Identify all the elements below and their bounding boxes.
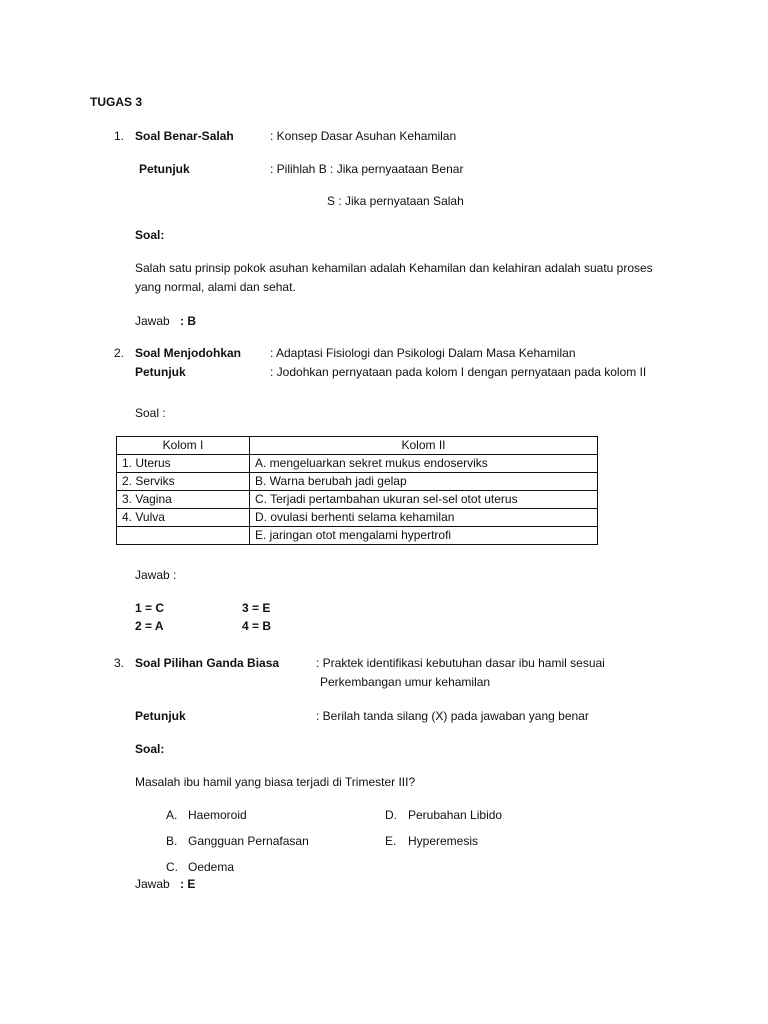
section-2-jawab-label: Jawab :	[135, 568, 177, 582]
section-2-number: 2.	[114, 346, 125, 360]
table-cell-kolom-2: B. Warna berubah jadi gelap	[250, 473, 598, 491]
section-3-petunjuk-text: : Berilah tanda silang (X) pada jawaban yang benar	[316, 709, 589, 723]
table-cell-kolom-1	[117, 527, 250, 545]
matching-table	[116, 436, 598, 545]
section-3-label: Soal Pilihan Ganda Biasa	[135, 656, 280, 670]
table-cell-kolom-2: C. Terjadi pertambahan ukuran sel-sel otot uterus	[250, 491, 598, 509]
section-2-topic: : Adaptasi Fisiologi dan Psikologi Dalam Masa Kehamilan	[270, 346, 576, 360]
table-cell-kolom-1: 1. Uterus	[117, 455, 250, 473]
table-row	[117, 491, 598, 509]
answer-2: 2 = A	[135, 619, 164, 633]
option-a-letter: A.	[166, 808, 178, 822]
section-1-topic: : Konsep Dasar Asuhan Kehamilan	[270, 129, 457, 143]
section-1-label: Soal Benar-Salah	[135, 129, 234, 143]
section-1-jawab-label: Jawab	[135, 314, 170, 328]
section-1-number: 1.	[114, 129, 125, 143]
table-cell-kolom-1: 3. Vagina	[117, 491, 250, 509]
section-3-question: Masalah ibu hamil yang biasa terjadi di Trimester III?	[135, 775, 416, 789]
table-header-kolom-1: Kolom I	[117, 437, 250, 455]
section-1-soal-label: Soal:	[135, 228, 165, 242]
option-d-text: Perubahan Libido	[408, 808, 503, 822]
answer-4: 4 = B	[242, 619, 272, 633]
table-header-row	[117, 437, 598, 455]
section-1-question-line-1: Salah satu prinsip pokok asuhan kehamilan adalah Kehamilan dan kelahiran adalah suatu proses	[135, 261, 653, 275]
table-row	[117, 455, 598, 473]
section-1-petunjuk-label: Petunjuk	[139, 162, 190, 176]
section-1-question-line-2: yang normal, alami dan sehat.	[135, 280, 296, 294]
option-b-letter: B.	[166, 834, 178, 848]
option-e-text: Hyperemesis	[408, 834, 479, 848]
table-row	[117, 473, 598, 491]
section-3-jawab-value: : E	[180, 877, 196, 891]
option-c-letter: C.	[166, 860, 178, 874]
option-c-text: Oedema	[188, 860, 235, 874]
option-b-text: Gangguan Pernafasan	[188, 834, 309, 848]
table-cell-kolom-2: E. jaringan otot mengalami hypertrofi	[250, 527, 598, 545]
section-2-label: Soal Menjodohkan	[135, 346, 242, 360]
option-d-letter: D.	[385, 808, 397, 822]
section-1-petunjuk-salah: S : Jika pernyataan Salah	[327, 194, 464, 208]
answer-1: 1 = C	[135, 601, 165, 615]
answer-3: 3 = E	[242, 601, 271, 615]
table-row	[117, 527, 598, 545]
section-1-jawab-value: : B	[180, 314, 196, 328]
section-3-petunjuk-label: Petunjuk	[135, 709, 186, 723]
section-2-petunjuk-label: Petunjuk	[135, 365, 186, 379]
option-e-letter: E.	[385, 834, 397, 848]
section-3-number: 3.	[114, 656, 125, 670]
section-3-soal-label: Soal:	[135, 742, 165, 756]
option-a-text: Haemoroid	[188, 808, 247, 822]
table-cell-kolom-1: 2. Serviks	[117, 473, 250, 491]
table-cell-kolom-2: D. ovulasi berhenti selama kehamilan	[250, 509, 598, 527]
table-cell-kolom-2: A. mengeluarkan sekret mukus endoserviks	[250, 455, 598, 473]
table-row	[117, 509, 598, 527]
section-2-soal-label: Soal :	[135, 406, 166, 420]
table-cell-kolom-1: 4. Vulva	[117, 509, 250, 527]
section-2-petunjuk-text: : Jodohkan pernyataan pada kolom I dengan pernyataan pada kolom II	[270, 365, 647, 379]
page-title: TUGAS 3	[90, 95, 143, 109]
section-3-jawab-label: Jawab	[135, 877, 170, 891]
table-header-kolom-2: Kolom II	[250, 437, 598, 455]
section-1-petunjuk-benar: : Pilihlah B : Jika pernyaataan Benar	[270, 162, 464, 176]
section-3-topic-line-1: : Praktek identifikasi kebutuhan dasar ibu hamil sesuai	[316, 656, 605, 670]
section-3-topic-line-2: Perkembangan umur kehamilan	[320, 675, 491, 689]
